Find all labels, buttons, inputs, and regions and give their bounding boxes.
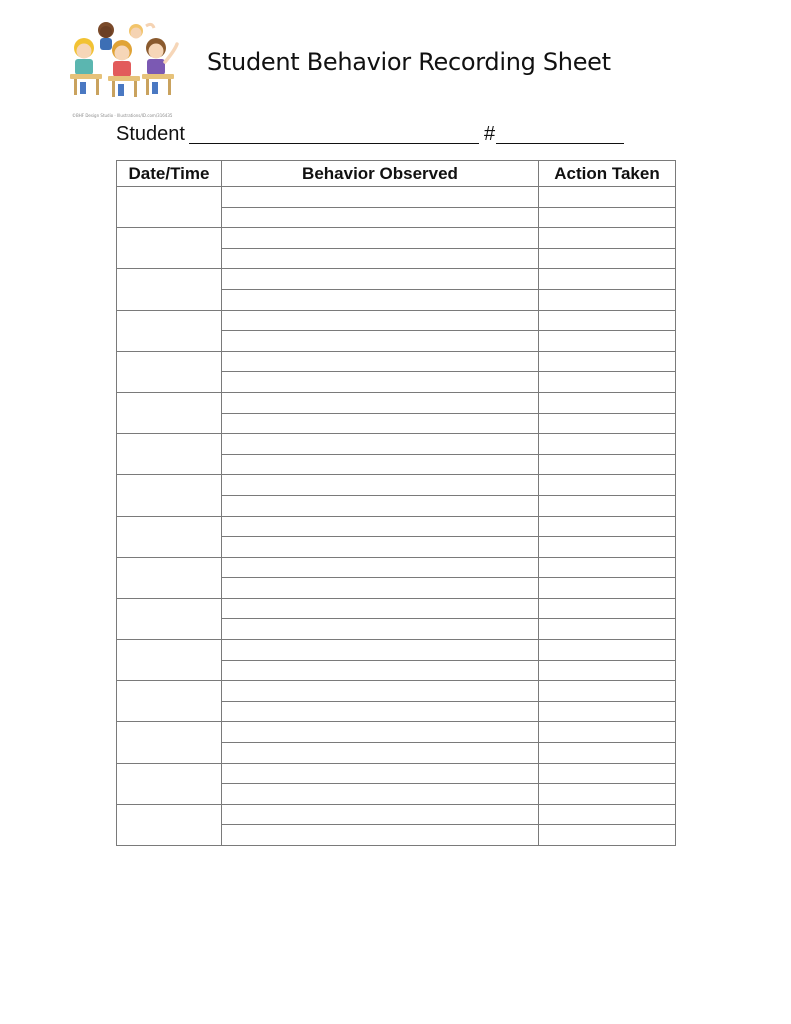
- behavior-observed-cell[interactable]: [222, 784, 539, 805]
- action-taken-cell[interactable]: [539, 289, 676, 310]
- table-row: [117, 351, 676, 372]
- behavior-observed-cell[interactable]: [222, 537, 539, 558]
- behavior-observed-cell[interactable]: [222, 640, 539, 661]
- table-row: [117, 310, 676, 331]
- action-taken-cell[interactable]: [539, 557, 676, 578]
- behavior-observed-cell[interactable]: [222, 331, 539, 352]
- behavior-observed-cell[interactable]: [222, 372, 539, 393]
- table-row: [117, 557, 676, 578]
- date-time-cell[interactable]: [117, 763, 222, 804]
- action-taken-cell[interactable]: [539, 495, 676, 516]
- behavior-log-table: [116, 160, 676, 846]
- behavior-observed-cell[interactable]: [222, 434, 539, 455]
- action-taken-cell[interactable]: [539, 722, 676, 743]
- behavior-observed-cell[interactable]: [222, 722, 539, 743]
- action-taken-cell[interactable]: [539, 454, 676, 475]
- action-taken-cell[interactable]: [539, 310, 676, 331]
- number-label: #: [483, 123, 496, 145]
- date-time-cell[interactable]: [117, 269, 222, 310]
- children-at-desks-icon: [66, 18, 182, 98]
- table-row: [117, 722, 676, 743]
- date-time-cell[interactable]: [117, 434, 222, 475]
- table-row: [117, 228, 676, 249]
- column-header-action-taken: Action Taken: [539, 161, 676, 187]
- table-row: [117, 475, 676, 496]
- behavior-observed-cell[interactable]: [222, 660, 539, 681]
- action-taken-cell[interactable]: [539, 701, 676, 722]
- action-taken-cell[interactable]: [539, 392, 676, 413]
- table-body: [117, 187, 676, 846]
- table-header-row: [117, 161, 676, 187]
- action-taken-cell[interactable]: [539, 516, 676, 537]
- action-taken-cell[interactable]: [539, 619, 676, 640]
- action-taken-cell[interactable]: [539, 351, 676, 372]
- action-taken-cell[interactable]: [539, 207, 676, 228]
- table-row: [117, 640, 676, 661]
- action-taken-cell[interactable]: [539, 248, 676, 269]
- behavior-observed-cell[interactable]: [222, 701, 539, 722]
- student-label: Student: [116, 123, 185, 145]
- student-line: [116, 120, 624, 146]
- behavior-observed-cell[interactable]: [222, 207, 539, 228]
- table-row: [117, 681, 676, 702]
- date-time-cell[interactable]: [117, 557, 222, 598]
- action-taken-cell[interactable]: [539, 372, 676, 393]
- action-taken-cell[interactable]: [539, 413, 676, 434]
- behavior-observed-cell[interactable]: [222, 516, 539, 537]
- table-row: [117, 516, 676, 537]
- action-taken-cell[interactable]: [539, 598, 676, 619]
- student-number-field[interactable]: [496, 123, 624, 144]
- action-taken-cell[interactable]: [539, 825, 676, 846]
- date-time-cell[interactable]: [117, 310, 222, 351]
- action-taken-cell[interactable]: [539, 331, 676, 352]
- action-taken-cell[interactable]: [539, 187, 676, 208]
- date-time-cell[interactable]: [117, 392, 222, 433]
- behavior-observed-cell[interactable]: [222, 743, 539, 764]
- behavior-observed-cell[interactable]: [222, 825, 539, 846]
- behavior-observed-cell[interactable]: [222, 681, 539, 702]
- behavior-observed-cell[interactable]: [222, 248, 539, 269]
- table-row: [117, 187, 676, 208]
- date-time-cell[interactable]: [117, 804, 222, 845]
- action-taken-cell[interactable]: [539, 763, 676, 784]
- behavior-observed-cell[interactable]: [222, 495, 539, 516]
- action-taken-cell[interactable]: [539, 743, 676, 764]
- date-time-cell[interactable]: [117, 598, 222, 639]
- date-time-cell[interactable]: [117, 228, 222, 269]
- behavior-observed-cell[interactable]: [222, 413, 539, 434]
- table-row: [117, 804, 676, 825]
- action-taken-cell[interactable]: [539, 269, 676, 290]
- behavior-observed-cell[interactable]: [222, 289, 539, 310]
- student-name-field[interactable]: [189, 123, 479, 144]
- date-time-cell[interactable]: [117, 187, 222, 228]
- action-taken-cell[interactable]: [539, 475, 676, 496]
- action-taken-cell[interactable]: [539, 537, 676, 558]
- behavior-observed-cell[interactable]: [222, 475, 539, 496]
- behavior-observed-cell[interactable]: [222, 598, 539, 619]
- page-title: Student Behavior Recording Sheet: [207, 48, 611, 76]
- action-taken-cell[interactable]: [539, 434, 676, 455]
- table-row: [117, 269, 676, 290]
- behavior-observed-cell[interactable]: [222, 763, 539, 784]
- behavior-observed-cell[interactable]: [222, 228, 539, 249]
- date-time-cell[interactable]: [117, 681, 222, 722]
- behavior-observed-cell[interactable]: [222, 392, 539, 413]
- date-time-cell[interactable]: [117, 722, 222, 763]
- action-taken-cell[interactable]: [539, 228, 676, 249]
- behavior-observed-cell[interactable]: [222, 557, 539, 578]
- date-time-cell[interactable]: [117, 475, 222, 516]
- column-header-date-time: Date/Time: [117, 161, 222, 187]
- date-time-cell[interactable]: [117, 516, 222, 557]
- action-taken-cell[interactable]: [539, 681, 676, 702]
- action-taken-cell[interactable]: [539, 640, 676, 661]
- action-taken-cell[interactable]: [539, 804, 676, 825]
- behavior-observed-cell[interactable]: [222, 804, 539, 825]
- table-row: [117, 392, 676, 413]
- behavior-observed-cell[interactable]: [222, 187, 539, 208]
- behavior-observed-cell[interactable]: [222, 351, 539, 372]
- action-taken-cell[interactable]: [539, 784, 676, 805]
- date-time-cell[interactable]: [117, 640, 222, 681]
- table-row: [117, 763, 676, 784]
- behavior-observed-cell[interactable]: [222, 619, 539, 640]
- behavior-observed-cell[interactable]: [222, 454, 539, 475]
- behavior-observed-cell[interactable]: [222, 578, 539, 599]
- date-time-cell[interactable]: [117, 351, 222, 392]
- behavior-observed-cell[interactable]: [222, 310, 539, 331]
- action-taken-cell[interactable]: [539, 578, 676, 599]
- table-row: [117, 598, 676, 619]
- illustration-credit: ©BHF Design Studio · Illustrations/ID.com/316435: [72, 113, 173, 118]
- table-row: [117, 434, 676, 455]
- action-taken-cell[interactable]: [539, 660, 676, 681]
- column-header-behavior-observed: Behavior Observed: [222, 161, 539, 187]
- behavior-observed-cell[interactable]: [222, 269, 539, 290]
